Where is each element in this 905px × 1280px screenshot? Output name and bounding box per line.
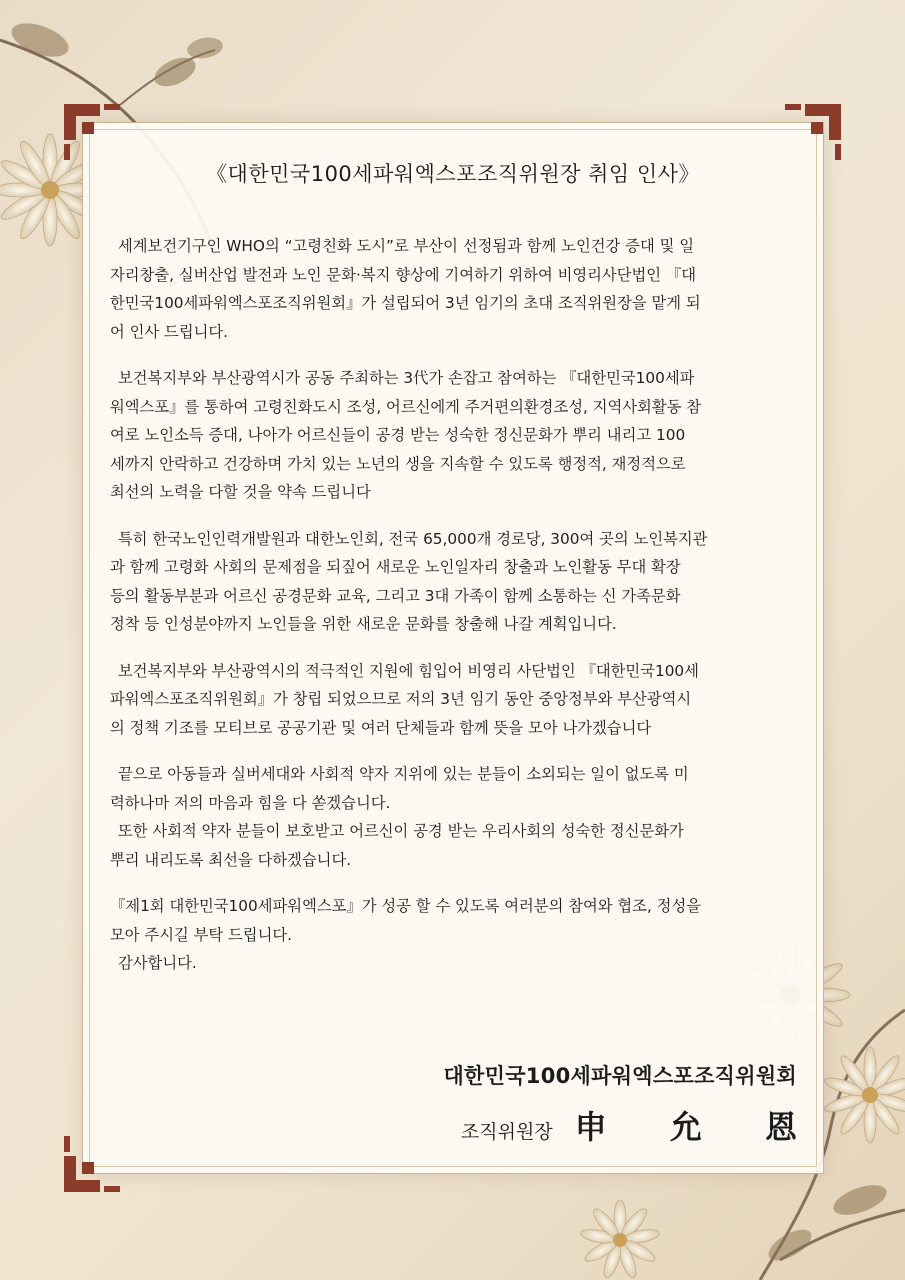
text-line: 보건복지부와 부산광역시가 공동 주최하는 3代가 손잡고 참여하는 『대한민국100세파 bbox=[118, 369, 695, 387]
letter-body bbox=[110, 232, 798, 996]
text-line: 끝으로 아동들과 실버세대와 사회적 약자 지위에 있는 분들이 소외되는 일이 없도록 미 bbox=[118, 765, 689, 783]
text-line: 과 함께 고령화 사회의 문제점을 되짚어 새로운 노인일자리 창출과 노인활동 무대 확장 bbox=[110, 558, 681, 576]
text-line: 세까지 안락하고 건강하며 가치 있는 노년의 생을 지속할 수 있도록 행정적, 재정적으로 bbox=[110, 454, 686, 473]
text-line: 또한 사회적 약자 분들이 보호받고 어르신이 공경 받는 우리사회의 성숙한 정신문화가 bbox=[118, 822, 684, 840]
corner-ornament-bottom-left-icon bbox=[60, 1132, 124, 1196]
text-line: 한민국100세파워엑스포조직위원회』가 설립되어 3년 임기의 초대 조직위원장을 맡게 되 bbox=[110, 294, 701, 312]
text-line: 등의 활동부분과 어르신 공경문화 교육, 그리고 3대 가족이 함께 소통하는 신 가족문화 bbox=[110, 586, 681, 605]
text-line: 력하나마 저의 마음과 힘을 다 쏟겠습니다. bbox=[110, 793, 391, 812]
text-line: 『제1회 대한민국100세파워엑스포』가 성공 할 수 있도록 여러분의 참여와 협조, 정성을 bbox=[110, 897, 702, 915]
paragraph-5 bbox=[110, 760, 798, 874]
text-line: 뿌리 내리도록 최선을 다하겠습니다. bbox=[110, 850, 352, 869]
text-line: 어 인사 드립니다. bbox=[110, 322, 229, 341]
text-line: 모아 주시길 부탁 드립니다. bbox=[110, 925, 292, 944]
paragraph-4 bbox=[110, 657, 798, 743]
corner-ornament-top-left-icon bbox=[60, 100, 124, 164]
paragraph-3 bbox=[110, 525, 798, 639]
paragraph-1 bbox=[110, 232, 798, 346]
paragraph-2 bbox=[110, 364, 798, 507]
text-line: 파워엑스포조직위원회』가 창립 되었으므로 저의 3년 임기 동안 중앙정부와 부산광역시 bbox=[110, 690, 692, 708]
text-line: 여로 노인소득 증대, 나아가 어르신들이 공경 받는 성숙한 정신문화가 뿌리 내리고 100 bbox=[110, 426, 686, 444]
text-line: 의 정책 기조를 모티브로 공공기관 및 여러 단체들과 함께 뜻을 모아 나가겠습니다 bbox=[110, 718, 652, 737]
corner-ornament-top-right-icon bbox=[781, 100, 845, 164]
text-line: 자리창출, 실버산업 발전과 노인 문화·복지 향상에 기여하기 위하여 비영리사단법인 『대 bbox=[110, 265, 696, 284]
text-line: 최선의 노력을 다할 것을 약속 드립니다 bbox=[110, 483, 371, 501]
text-line: 감사합니다. bbox=[118, 954, 197, 972]
signature-name: 申 允 恩 bbox=[574, 1108, 823, 1146]
signature-position: 조직위원장 bbox=[460, 1121, 553, 1143]
text-line: 특히 한국노인인력개발원과 대한노인회, 전국 65,000개 경로당, 300여 곳의 노인복지관 bbox=[118, 529, 708, 548]
signature-organization: 대한민국100세파워엑스포조직위원회 bbox=[443, 1064, 797, 1088]
document-title: 《대한민국100세파워엑스포조직위원장 취임 인사》 bbox=[206, 162, 700, 186]
text-line: 보건복지부와 부산광역시의 적극적인 지원에 힘입어 비영리 사단법인 『대한민국100세 bbox=[118, 661, 699, 680]
signature-line bbox=[460, 1102, 823, 1148]
text-line: 세계보건기구인 WHO의 “고령친화 도시”로 부산이 선정됨과 함께 노인건강 증대 및 일 bbox=[118, 237, 695, 255]
text-line: 정착 등 인성분야까지 노인들을 위한 새로운 문화를 창출해 나갈 계획입니다. bbox=[110, 615, 617, 633]
text-line: 워엑스포』를 통하여 고령친화도시 조성, 어르신에게 주거편의환경조성, 지역사회활동 참 bbox=[110, 397, 702, 416]
paragraph-6 bbox=[110, 892, 798, 978]
